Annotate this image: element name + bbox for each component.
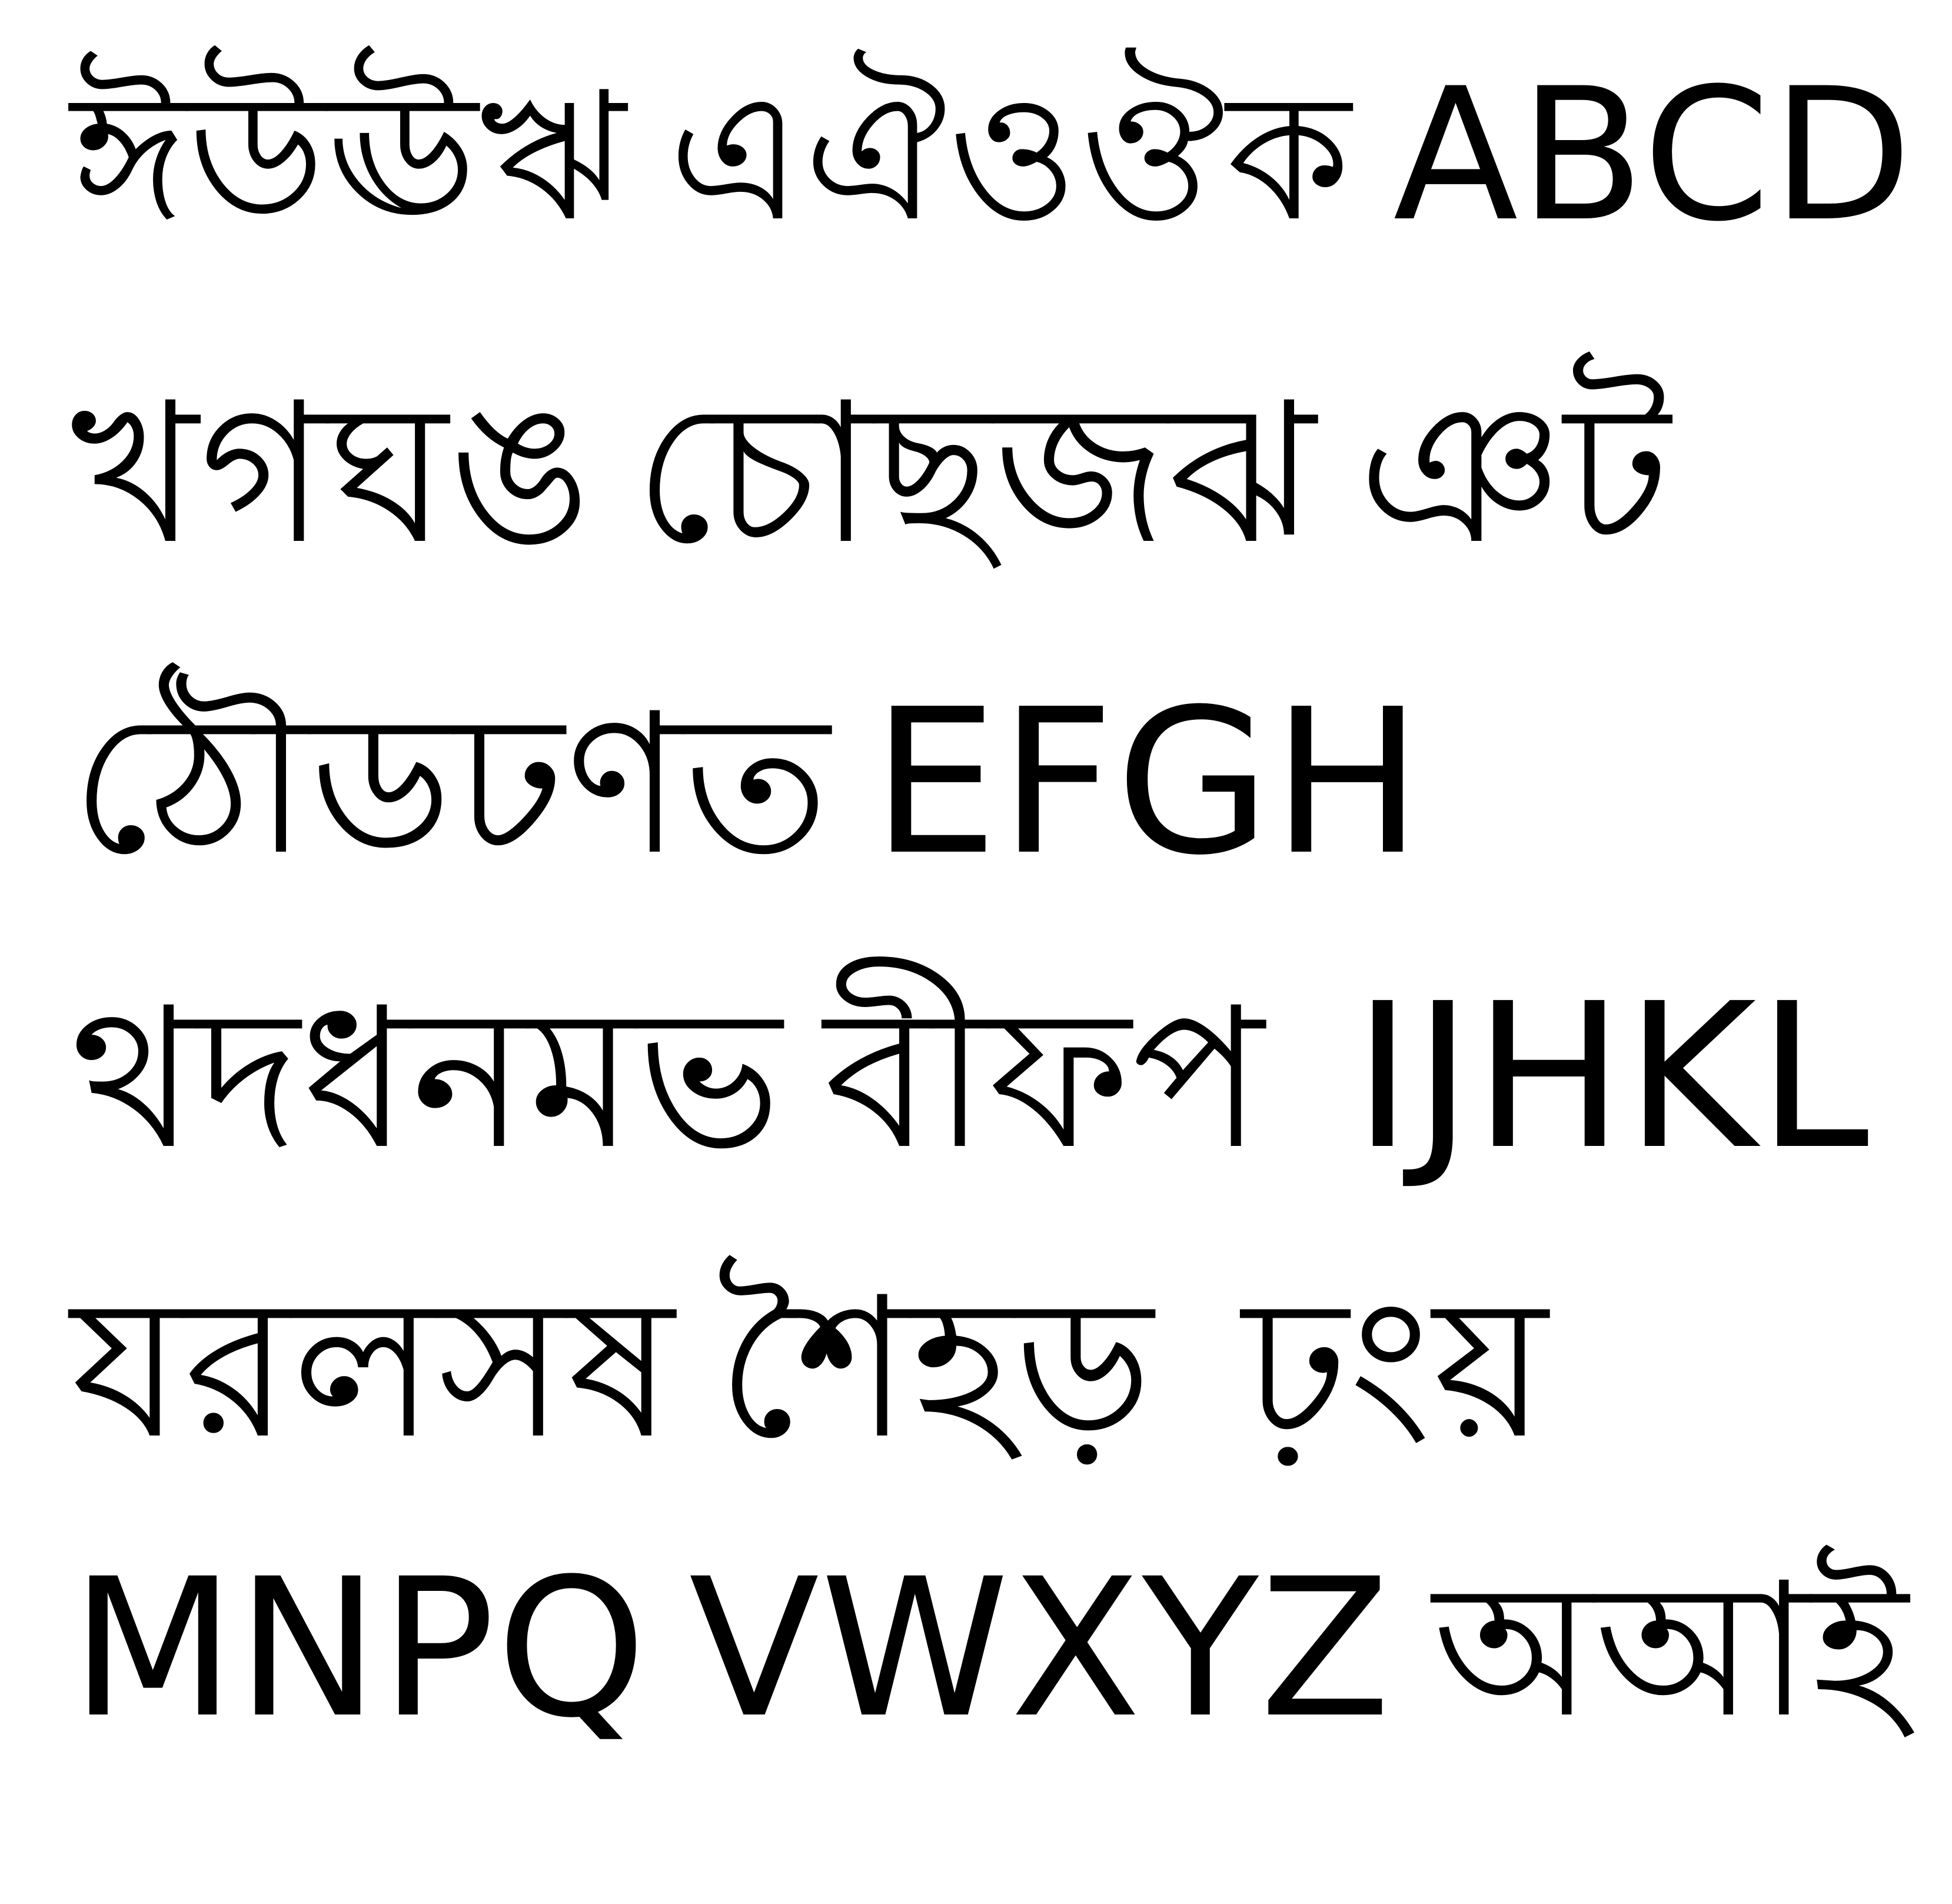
latin-word: MNPQ (71, 1538, 648, 1760)
text-line-1 (71, 49, 1914, 262)
bengali-word: থদধনমভ (71, 966, 783, 1192)
bengali-word: শৈহড় (716, 1255, 1155, 1481)
bengali-word: ঠৌডঢণত (71, 672, 831, 898)
bengali-word: ঈউঊঋ (71, 54, 627, 261)
latin-word: VWXYZ (689, 1538, 1392, 1760)
text-line-2 (71, 361, 1671, 587)
latin-word: IJHKL (1353, 961, 1870, 1194)
bengali-word: এঐওঔক (668, 54, 1352, 261)
text-line-4 (71, 961, 1870, 1194)
bengali-word: অআই (1432, 1543, 1909, 1759)
bengali-word: চোছজঝ (633, 361, 1317, 587)
latin-word: ABCD (1393, 49, 1914, 262)
text-line-5 (71, 1255, 1549, 1481)
text-line-3 (71, 666, 1424, 899)
bengali-word: ঞট (1358, 361, 1671, 587)
latin-word: EFGH (872, 666, 1424, 899)
bengali-word: বীফপ (824, 966, 1265, 1192)
text-line-6 (71, 1538, 1909, 1760)
bengali-word: খগঘঙ (71, 361, 593, 587)
bengali-word: যরলসষ (71, 1255, 676, 1481)
bengali-word: ঢ়ংয় (1242, 1255, 1549, 1481)
